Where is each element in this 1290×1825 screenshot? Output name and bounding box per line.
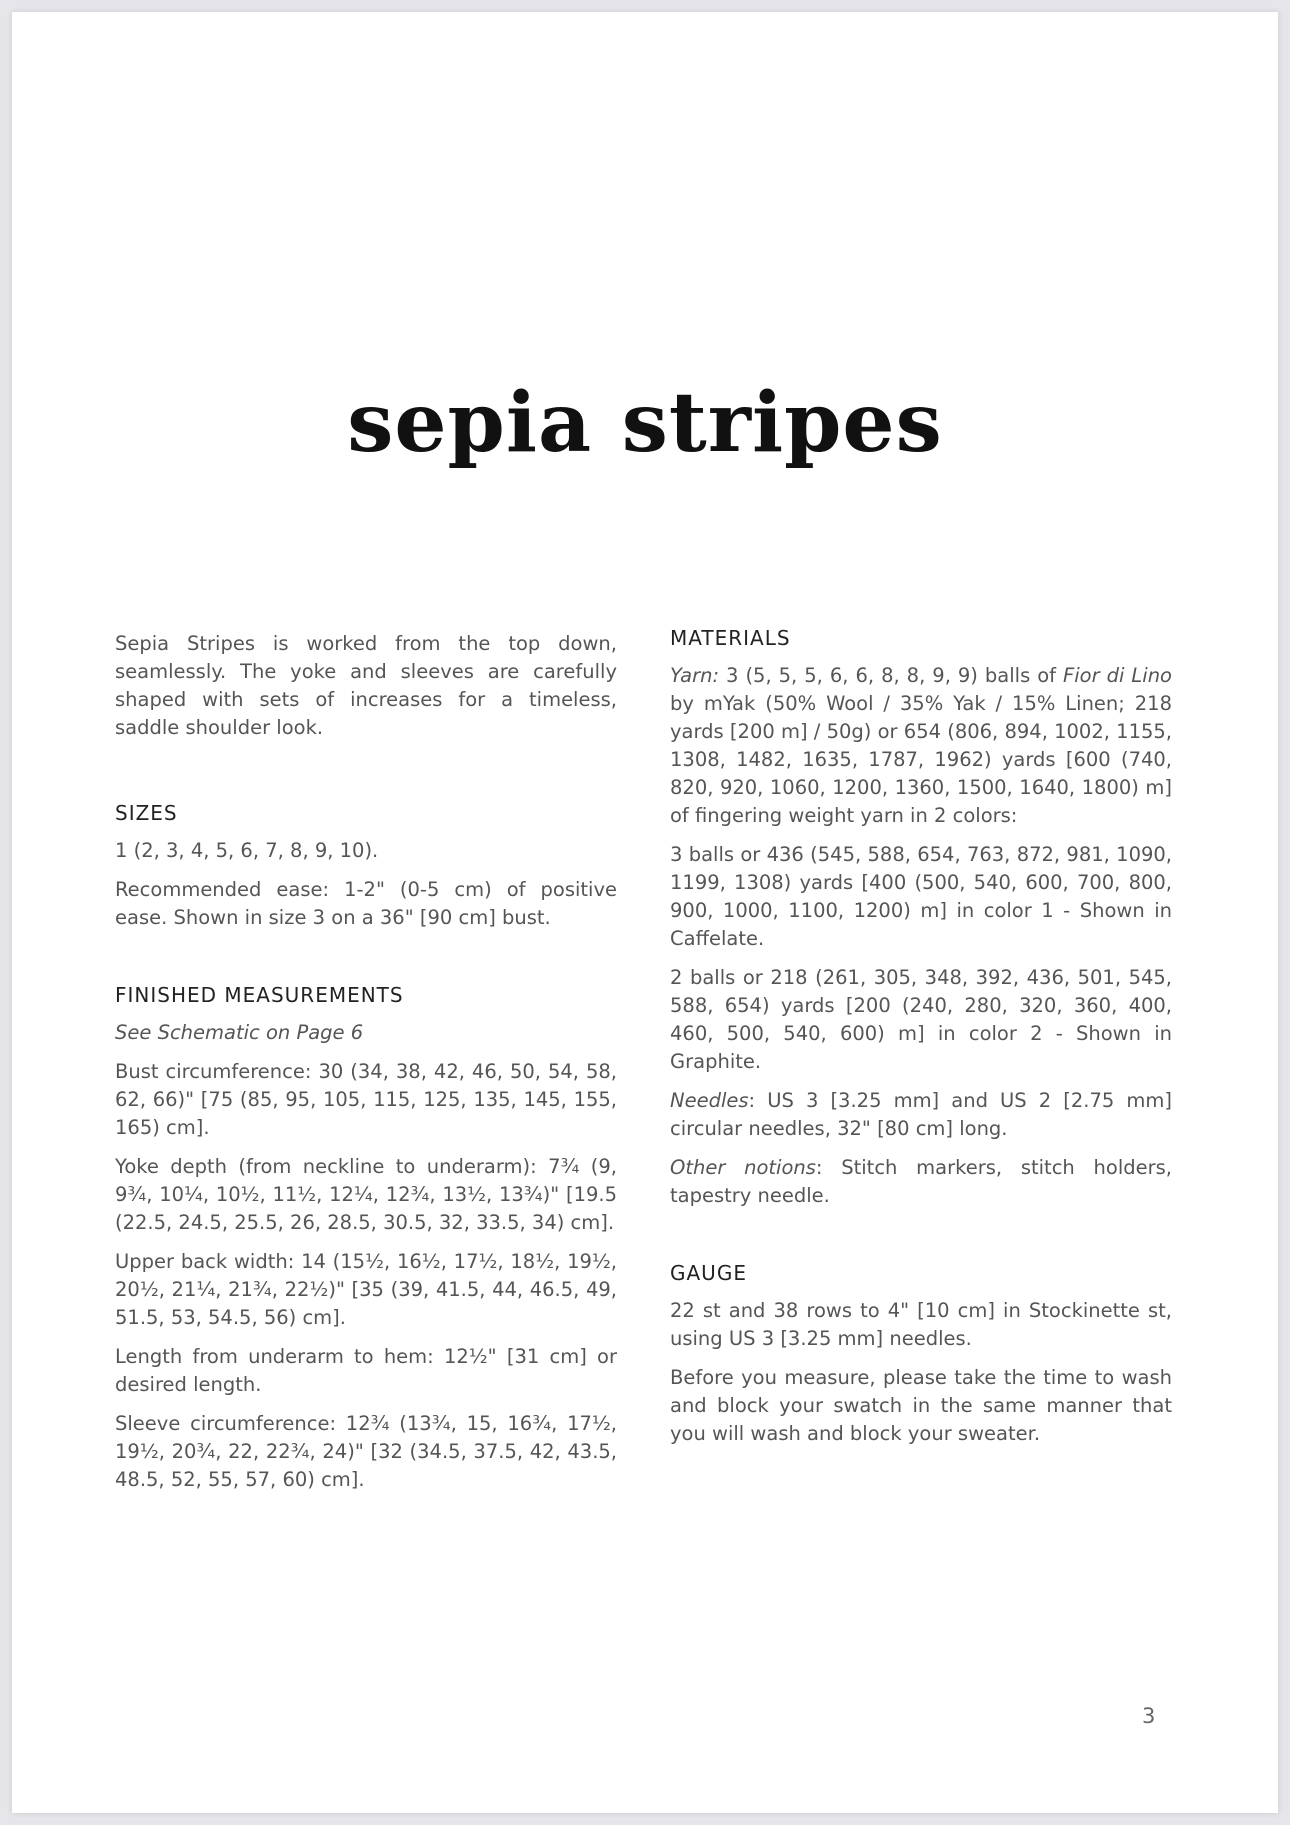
yoke-measurement: Yoke depth (from neckline to underarm): 7¾ (9, 9¾, 10¼, 10½, 11½, 12¼, 12¾, 13½, 13¾)" [19.5 (22.5, 24.5, 25.5, 26, 28.5, 30.5, 32, 33.5, 34) cm]. (115, 1155, 617, 1234)
intro-paragraph: Sepia Stripes is worked from the top down, seamlessly. The yoke and sleeves are carefully shaped with sets of increases for a timeless, saddle shoulder look. (115, 632, 617, 739)
color1-paragraph: 3 balls or 436 (545, 588, 654, 763, 872, 981, 1090, 1199, 1308) yards [400 (500, 540, 600, 700, 800, 900, 1000, 1100, 1200) m] in color 1 - Shown in Caffelate. (670, 843, 1172, 950)
needles-paragraph (670, 1087, 1172, 1143)
yarn-text-post: by mYak (50% Wool / 35% Yak / 15% Linen; 218 yards [200 m] / 50g) or 654 (806, 894, 1002, 1155, 1308, 1482, 1635, 1787, 1962) yards [600 (740, 820, 920, 1060, 1200, 1360, 1500, 1640, 1800) m] of fingering weight yarn in 2 colors: (670, 692, 1172, 827)
gauge-heading: GAUGE (670, 1261, 747, 1285)
right-column (670, 624, 1172, 1459)
sizes-list: 1 (2, 3, 4, 5, 6, 7, 8, 9, 10). (115, 839, 379, 862)
gauge-spec: 22 st and 38 rows to 4" [10 cm] in Stockinette st, using US 3 [3.25 mm] needles. (670, 1299, 1172, 1350)
needles-text: : US 3 [3.25 mm] and US 2 [2.75 mm] circular needles, 32" [80 cm] long. (670, 1089, 1172, 1140)
left-column (115, 630, 617, 1505)
bust-measurement: Bust circumference: 30 (34, 38, 42, 46, 50, 54, 58, 62, 66)" [75 (85, 95, 105, 115, 125, 135, 145, 155, 165) cm]. (115, 1060, 617, 1139)
spacer (670, 1221, 1172, 1259)
length-measurement: Length from underarm to hem: 12½" [31 cm] or desired length. (115, 1345, 617, 1396)
gauge-note: Before you measure, please take the time to wash and block your swatch in the same manner that you will wash and block your sweater. (670, 1366, 1172, 1445)
needles-label: Needles (670, 1089, 749, 1112)
ease-paragraph: Recommended ease: 1-2" (0-5 cm) of positive ease. Shown in size 3 on a 36" [90 cm] bust. (115, 878, 617, 929)
sleeve-measurement: Sleeve circumference: 12¾ (13¾, 15, 16¾, 17½, 19½, 20¾, 22, 22¾, 24)" [32 (34.5, 37.5, 42, 43.5, 48.5, 52, 55, 57, 60) cm]. (115, 1412, 617, 1491)
materials-heading: MATERIALS (670, 626, 791, 650)
spacer (115, 753, 617, 799)
upper-back-measurement: Upper back width: 14 (15½, 16½, 17½, 18½, 19½, 20½, 21¼, 21¾, 22½)" [35 (39, 41.5, 44, 46.5, 49, 51.5, 53, 54.5, 56) cm]. (115, 1250, 617, 1329)
yarn-label: Yarn: (670, 664, 720, 687)
color2-paragraph: 2 balls or 218 (261, 305, 348, 392, 436, 501, 545, 588, 654) yards [200 (240, 280, 320, 360, 400, 460, 500, 540, 600) m] in color 2 - Shown in Graphite. (670, 966, 1172, 1073)
yarn-paragraph (670, 662, 1172, 830)
page-number: 3 (1142, 1704, 1156, 1728)
document-page (12, 12, 1278, 1813)
yarn-text-pre: 3 (5, 5, 5, 6, 6, 8, 8, 9, 9) balls of (719, 664, 1064, 687)
notions-paragraph (670, 1154, 1172, 1210)
notions-label: Other notions (670, 1156, 816, 1179)
yarn-name: Fior di Lino (1063, 664, 1172, 687)
sizes-heading: SIZES (115, 801, 178, 825)
pattern-title: sepia stripes (347, 375, 943, 471)
spacer (115, 943, 617, 981)
measurements-heading: FINISHED MEASUREMENTS (115, 983, 404, 1007)
notions-text: : Stitch markers, stitch holders, tapestry needle. (670, 1156, 1172, 1207)
schematic-note: See Schematic on Page 6 (115, 1021, 364, 1044)
